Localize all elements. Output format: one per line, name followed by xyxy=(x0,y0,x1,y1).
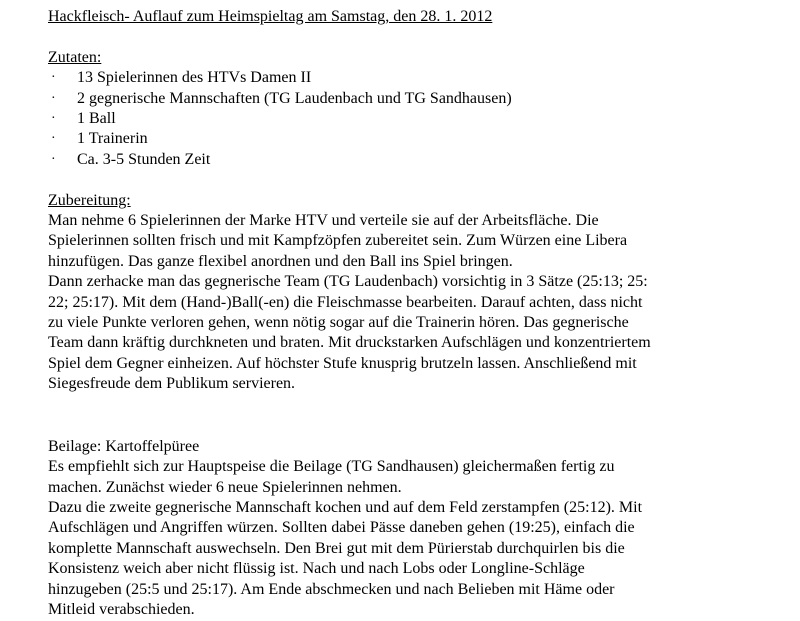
recipe-document xyxy=(48,7,748,620)
spacer xyxy=(48,27,748,47)
side-dish-paragraph xyxy=(48,457,748,620)
text-line: Spielerinnen sollten frisch und mit Kampfzöpfen zubereitet sein. Zum Würzen eine Libera xyxy=(48,232,628,250)
bullet-icon: · xyxy=(51,131,56,147)
bullet-icon: · xyxy=(51,90,56,106)
text-line: Dazu die zweite gegnerische Mannschaft kochen und auf dem Feld zerstampfen (25:12). Mit xyxy=(48,498,643,516)
text-line: Aufschlägen und Angriffen würzen. Sollten dabei Pässe daneben gehen (19:25), einfach die xyxy=(48,519,635,537)
ingredient-text: 2 gegnerische Mannschaften (TG Laudenbach und TG Sandhausen) xyxy=(77,89,512,107)
text-line: Mitleid verabschieden. xyxy=(48,600,195,618)
ingredient-text: 13 Spielerinnen des HTVs Damen II xyxy=(77,69,312,87)
ingredient-text: 1 Trainerin xyxy=(77,130,148,148)
list-item xyxy=(48,129,748,149)
ingredients-list xyxy=(48,68,748,170)
text-line: hinzufügen. Das ganze flexibel anordnen und den Ball ins Spiel bringen. xyxy=(48,252,513,270)
spacer xyxy=(48,170,748,190)
ingredient-text: Ca. 3-5 Stunden Zeit xyxy=(77,150,211,168)
text-line: Man nehme 6 Spielerinnen der Marke HTV und verteile sie auf der Arbeitsfläche. Die xyxy=(48,212,599,230)
text-line: Es empfiehlt sich zur Hauptspeise die Beilage (TG Sandhausen) gleichermaßen fertig zu xyxy=(48,458,615,476)
text-line: Team dann kräftig durchkneten und braten. Mit druckstarken Aufschlägen und konzentriertem xyxy=(48,334,651,352)
ingredients-heading: Zutaten: xyxy=(48,48,102,66)
preparation-paragraph xyxy=(48,211,748,395)
text-line: 22; 25:17). Mit dem (Hand-)Ball(-en) die Fleischmasse bearbeiten. Darauf achten, dass nicht xyxy=(48,293,643,311)
text-line: komplette Mannschaft auswechseln. Den Brei gut mit dem Pürierstab durchquirlen bis die xyxy=(48,539,625,557)
bullet-icon: · xyxy=(51,70,56,86)
side-dish-heading: Beilage: Kartoffelpüree xyxy=(48,437,200,455)
text-line: Konsistenz weich aber nicht flüssig ist. Nach und nach Lobs oder Longline-Schläge xyxy=(48,560,585,578)
preparation-heading: Zubereitung: xyxy=(48,191,131,209)
ingredient-text: 1 Ball xyxy=(77,110,116,128)
text-line: Siegesfreude dem Publikum servieren. xyxy=(48,375,296,393)
text-line: zu viele Punkte verloren gehen, wenn nötig sogar auf die Trainerin hören. Das gegnerische xyxy=(48,314,629,332)
text-line: machen. Zunächst wieder 6 neue Spielerinnen nehmen. xyxy=(48,478,402,496)
list-item xyxy=(48,109,748,129)
list-item xyxy=(48,150,748,170)
list-item xyxy=(48,89,748,109)
bullet-icon: · xyxy=(51,151,56,167)
text-line: Dann zerhacke man das gegnerische Team (TG Laudenbach) vorsichtig in 3 Sätze (25:13; 25: xyxy=(48,273,648,291)
spacer xyxy=(48,395,748,437)
bullet-icon: · xyxy=(51,111,56,127)
list-item xyxy=(48,68,748,88)
document-title: Hackfleisch- Auflauf zum Heimspieltag am Samstag, den 28. 1. 2012 xyxy=(48,8,493,25)
text-line: Spiel dem Gegner einheizen. Auf höchster Stufe knusprig brutzeln lassen. Anschließend mit xyxy=(48,354,637,372)
text-line: hinzugeben (25:5 und 25:17). Am Ende abschmecken und nach Belieben mit Häme oder xyxy=(48,580,615,598)
